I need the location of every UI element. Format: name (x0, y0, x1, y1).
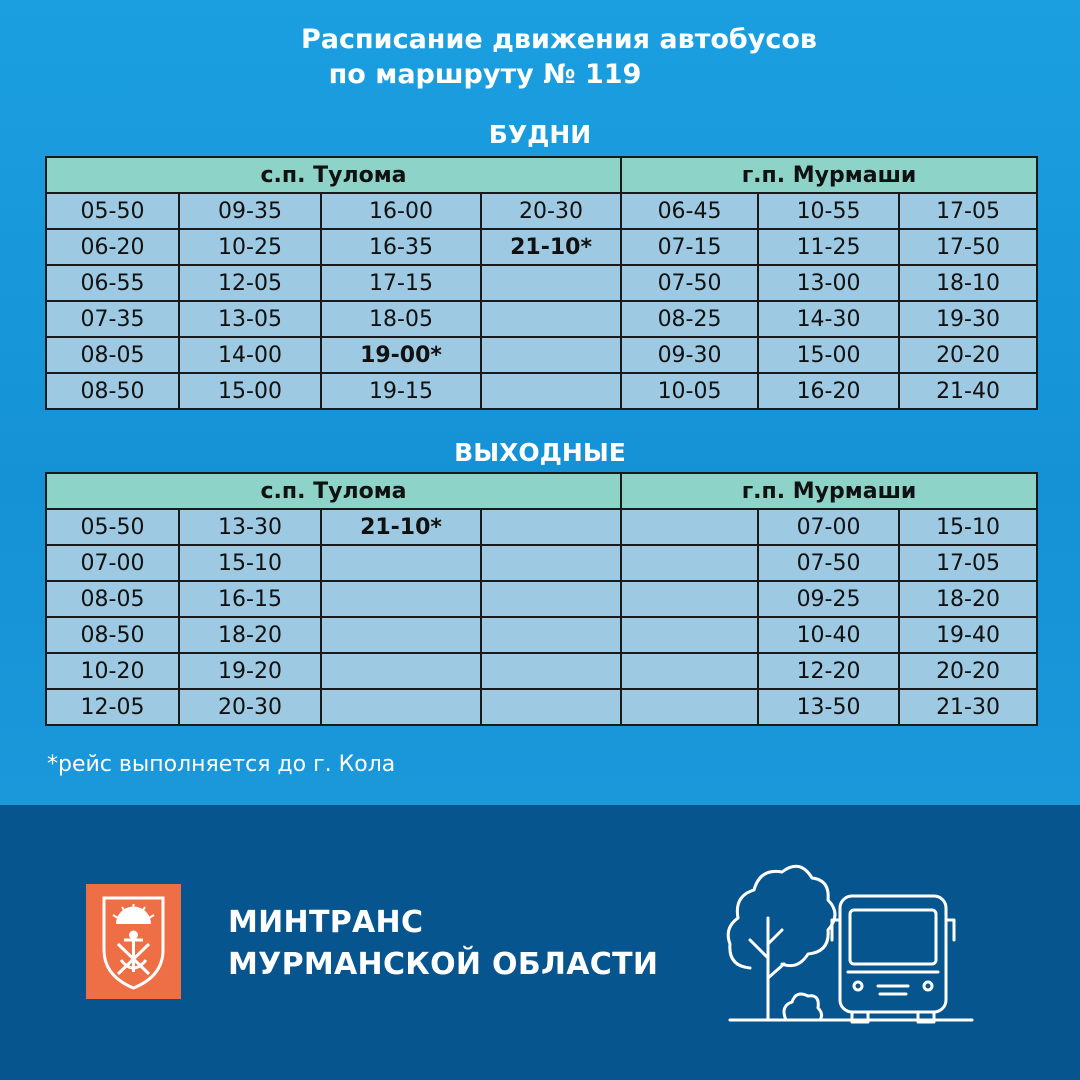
time-cell: 21-40 (899, 373, 1037, 409)
time-cell (321, 689, 481, 725)
time-cell: 13-50 (758, 689, 899, 725)
time-cell: 17-50 (899, 229, 1037, 265)
page-title (0, 22, 1080, 92)
time-cell: 06-45 (621, 193, 758, 229)
brand-line-2: МУРМАНСКОЙ ОБЛАСТИ (228, 947, 659, 982)
time-cell: 09-35 (179, 193, 321, 229)
table-row (46, 373, 1037, 409)
time-cell: 07-35 (46, 301, 179, 337)
time-cell: 19-40 (899, 617, 1037, 653)
time-cell (321, 581, 481, 617)
time-cell: 10-20 (46, 653, 179, 689)
time-cell: 15-00 (179, 373, 321, 409)
brand-name (228, 902, 658, 986)
time-cell: 08-50 (46, 373, 179, 409)
time-cell: 15-10 (179, 545, 321, 581)
time-cell: 05-50 (46, 193, 179, 229)
table-row (46, 689, 1037, 725)
time-cell (621, 653, 758, 689)
table-row (46, 265, 1037, 301)
time-cell-kola: 21-10* (321, 509, 481, 545)
time-cell: 09-30 (621, 337, 758, 373)
weekends-table (45, 472, 1038, 726)
title-line-2: по маршруту № 119 (328, 59, 642, 90)
time-cell: 13-05 (179, 301, 321, 337)
time-cell: 15-00 (758, 337, 899, 373)
time-cell: 18-10 (899, 265, 1037, 301)
weekdays-label: БУДНИ (488, 120, 592, 149)
time-cell (481, 337, 621, 373)
time-cell: 18-20 (179, 617, 321, 653)
time-cell: 20-30 (481, 193, 621, 229)
time-cell: 07-50 (758, 545, 899, 581)
time-cell: 07-00 (46, 545, 179, 581)
table-row (46, 653, 1037, 689)
time-cell: 06-20 (46, 229, 179, 265)
time-cell: 08-50 (46, 617, 179, 653)
time-cell: 17-15 (321, 265, 481, 301)
table-row (46, 617, 1037, 653)
time-cell: 08-05 (46, 581, 179, 617)
weekends-header-murmashi: г.п. Мурмаши (621, 473, 1037, 509)
time-cell (621, 509, 758, 545)
time-cell: 16-00 (321, 193, 481, 229)
time-cell (621, 617, 758, 653)
time-cell: 07-50 (621, 265, 758, 301)
time-cell (481, 617, 621, 653)
time-cell: 14-30 (758, 301, 899, 337)
weekdays-header-row (46, 157, 1037, 193)
weekdays-table (45, 156, 1038, 410)
table-row (46, 301, 1037, 337)
time-cell: 20-30 (179, 689, 321, 725)
time-cell: 17-05 (899, 193, 1037, 229)
time-cell: 15-10 (899, 509, 1037, 545)
time-cell (481, 653, 621, 689)
time-cell: 08-05 (46, 337, 179, 373)
time-cell (481, 689, 621, 725)
weekdays-header-murmashi: г.п. Мурмаши (621, 157, 1037, 193)
time-cell: 20-20 (899, 653, 1037, 689)
time-cell: 12-05 (46, 689, 179, 725)
time-cell: 12-05 (179, 265, 321, 301)
weekends-header-tuloma: с.п. Тулома (46, 473, 621, 509)
time-cell: 19-15 (321, 373, 481, 409)
time-cell (621, 689, 758, 725)
time-cell: 20-20 (899, 337, 1037, 373)
time-cell (481, 545, 621, 581)
time-cell: 12-20 (758, 653, 899, 689)
time-cell: 05-50 (46, 509, 179, 545)
time-cell: 16-15 (179, 581, 321, 617)
time-cell (481, 509, 621, 545)
time-cell (481, 301, 621, 337)
time-cell-kola: 21-10* (481, 229, 621, 265)
time-cell (621, 581, 758, 617)
title-line-1: Расписание движения автобусов (301, 24, 817, 55)
time-cell: 10-40 (758, 617, 899, 653)
time-cell: 18-05 (321, 301, 481, 337)
table-row (46, 229, 1037, 265)
time-cell (321, 545, 481, 581)
time-cell-kola: 19-00* (321, 337, 481, 373)
time-cell: 08-25 (621, 301, 758, 337)
time-cell: 19-30 (899, 301, 1037, 337)
time-cell: 10-55 (758, 193, 899, 229)
murmansk-coat-of-arms-icon (86, 884, 181, 999)
time-cell: 17-05 (899, 545, 1037, 581)
table-row (46, 509, 1037, 545)
time-cell: 13-00 (758, 265, 899, 301)
weekends-header-row (46, 473, 1037, 509)
time-cell: 10-25 (179, 229, 321, 265)
time-cell: 13-30 (179, 509, 321, 545)
weekdays-header-tuloma: с.п. Тулома (46, 157, 621, 193)
time-cell (621, 545, 758, 581)
time-cell: 21-30 (899, 689, 1037, 725)
time-cell (481, 265, 621, 301)
weekends-label: ВЫХОДНЫЕ (454, 438, 626, 467)
table-row (46, 545, 1037, 581)
time-cell: 06-55 (46, 265, 179, 301)
time-cell: 14-00 (179, 337, 321, 373)
footnote: *рейс выполняется до г. Кола (47, 752, 396, 777)
time-cell: 18-20 (899, 581, 1037, 617)
time-cell: 07-00 (758, 509, 899, 545)
table-row (46, 193, 1037, 229)
time-cell: 16-35 (321, 229, 481, 265)
time-cell: 16-20 (758, 373, 899, 409)
time-cell: 19-20 (179, 653, 321, 689)
brand-line-1: МИНТРАНС (228, 905, 424, 940)
table-row (46, 581, 1037, 617)
time-cell: 11-25 (758, 229, 899, 265)
time-cell (481, 373, 621, 409)
time-cell (481, 581, 621, 617)
time-cell (321, 653, 481, 689)
time-cell: 09-25 (758, 581, 899, 617)
table-row (46, 337, 1037, 373)
time-cell: 07-15 (621, 229, 758, 265)
time-cell (321, 617, 481, 653)
tree-and-bus-icon (720, 848, 980, 1032)
time-cell: 10-05 (621, 373, 758, 409)
